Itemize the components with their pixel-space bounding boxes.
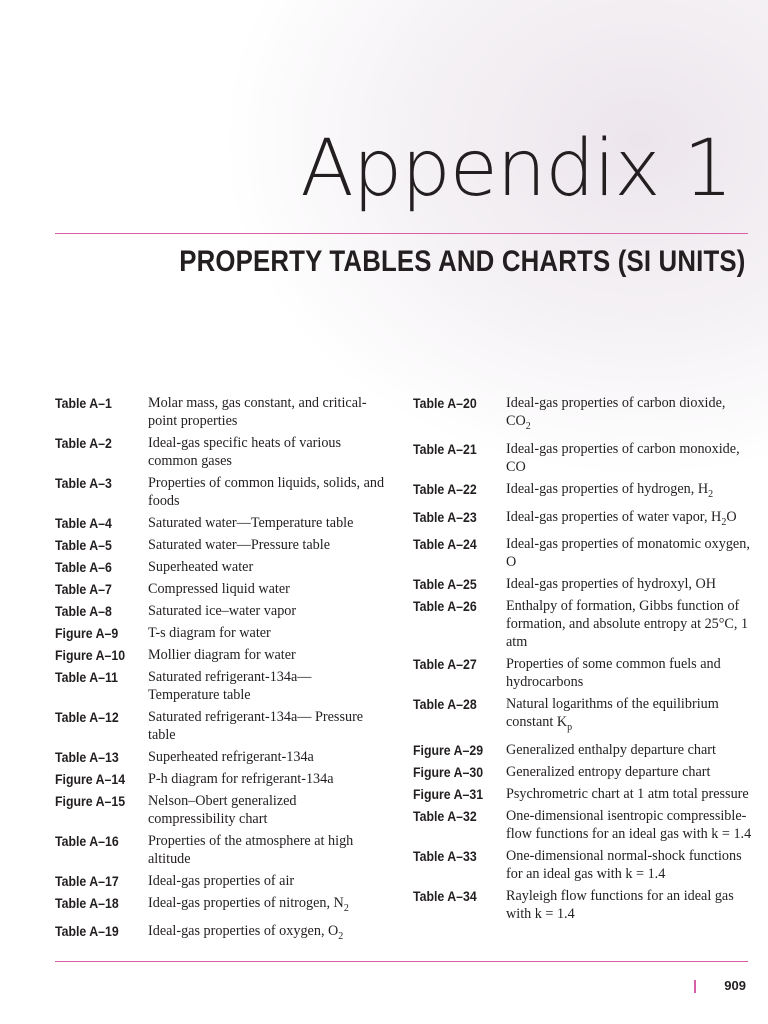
page-marker — [694, 980, 696, 993]
entry-description: Saturated water—Pressure table — [148, 537, 331, 553]
contents-entry — [55, 708, 385, 744]
entry-description: Ideal-gas properties of water vapor, $H_2O$ — [506, 508, 737, 528]
contents-entry — [55, 558, 385, 576]
entry-label: Table A–19 — [55, 922, 119, 939]
appendix-title: Appendix 1 — [300, 124, 732, 214]
entry-label: Table A–1 — [55, 395, 112, 411]
contents-entry — [55, 832, 385, 868]
entry-description: P-h diagram for refrigerant-134a — [148, 771, 334, 787]
entry-description: Ideal-gas properties of monatomic oxygen, O — [506, 536, 750, 571]
entry-description: Saturated refrigerant-134a— Temperature table — [148, 669, 312, 703]
entry-description: Natural logarithms of the equilibrium constant $K_p$ — [506, 696, 719, 734]
entry-label: Figure A–30 — [413, 764, 484, 781]
entry-label: Table A–12 — [55, 709, 119, 725]
entry-description: Superheated water — [148, 559, 254, 575]
contents-entry — [55, 536, 385, 554]
entry-description: Ideal-gas properties of nitrogen, $N_2$ — [148, 895, 349, 914]
entry-label: Table A–28 — [413, 696, 477, 713]
contents-entry — [55, 894, 385, 918]
entry-subscript: 2 — [708, 488, 714, 500]
entry-label: Table A–13 — [55, 749, 119, 765]
entry-description: Saturated ice–water vapor — [148, 603, 297, 619]
contents-entry — [413, 655, 753, 691]
left-contents-column — [55, 394, 385, 950]
entry-label: Table A–11 — [55, 669, 119, 685]
top-rule — [55, 233, 748, 234]
contents-entry — [413, 480, 753, 504]
entry-subscript: 2 — [343, 902, 349, 914]
entry-label: Figure A–10 — [55, 647, 126, 663]
entry-label: Table A–6 — [55, 559, 112, 575]
contents-entry — [55, 474, 385, 510]
entry-description: Enthalpy of formation, Gibbs function of formation, and absolute entropy at 25°C, 1 atm — [506, 598, 749, 651]
entry-label: Table A–33 — [413, 848, 477, 865]
entry-label: Figure A–9 — [55, 625, 119, 641]
entry-label: Table A–25 — [413, 576, 477, 593]
entry-description: Rayleigh flow functions for an ideal gas with k = 1.4 — [506, 888, 734, 923]
contents-entry — [55, 580, 385, 598]
entry-label: Table A–34 — [413, 888, 477, 905]
entry-label: Figure A–14 — [55, 771, 126, 787]
contents-entry — [413, 508, 753, 532]
entry-description: Ideal-gas properties of hydrogen, $H_2$ — [506, 480, 714, 500]
entry-label: Table A–16 — [55, 833, 119, 849]
entry-label: Table A–4 — [55, 515, 112, 531]
page-subtitle: PROPERTY TABLES AND CHARTS (SI UNITS) — [179, 245, 746, 278]
contents-entry — [413, 847, 753, 883]
contents-entry — [55, 624, 385, 642]
contents-entry — [55, 792, 385, 828]
entry-label: Table A–7 — [55, 581, 112, 597]
entry-description: Ideal-gas properties of hydroxyl, OH — [506, 576, 716, 593]
contents-entry — [413, 763, 753, 781]
contents-entry — [413, 535, 753, 571]
entry-label: Table A–23 — [413, 508, 477, 525]
contents-entry — [413, 394, 753, 436]
entry-label: Table A–21 — [413, 440, 477, 457]
entry-subscript: 2 — [721, 516, 727, 528]
entry-label: Table A–24 — [413, 536, 477, 553]
entry-subscript: 2 — [338, 930, 344, 942]
entry-description: Generalized enthalpy departure chart — [506, 742, 716, 759]
entry-subscript: 2 — [525, 420, 531, 432]
right-contents-column — [413, 394, 753, 927]
entry-description: Ideal-gas specific heats of various common gases — [148, 435, 342, 469]
contents-entry — [413, 440, 753, 476]
entry-description: Saturated water—Temperature table — [148, 515, 354, 531]
contents-entry — [55, 514, 385, 532]
entry-label: Figure A–15 — [55, 793, 126, 809]
contents-entry — [55, 434, 385, 470]
entry-description: Generalized entropy departure chart — [506, 764, 711, 781]
entry-description: Properties of common liquids, solids, and foods — [148, 475, 385, 509]
entry-description: Properties of some common fuels and hydrocarbons — [506, 656, 721, 691]
entry-description: Mollier diagram for water — [148, 647, 296, 663]
entry-description: Ideal-gas properties of carbon monoxide, CO — [506, 440, 740, 475]
contents-entry — [55, 394, 385, 430]
entry-description: Ideal-gas properties of carbon dioxide, $CO_2$ — [506, 395, 726, 432]
entry-description: One-dimensional normal-shock functions for an ideal gas with k = 1.4 — [506, 848, 742, 883]
contents-entry — [55, 922, 385, 946]
contents-entry — [413, 741, 753, 759]
entry-label: Figure A–31 — [413, 786, 484, 803]
contents-entry — [413, 695, 753, 737]
entry-label: Table A–3 — [55, 475, 112, 491]
entry-description: Saturated refrigerant-134a— Pressure table — [148, 709, 364, 743]
entry-label: Table A–32 — [413, 808, 477, 825]
contents-entry — [55, 748, 385, 766]
entry-description: Ideal-gas properties of air — [148, 873, 295, 889]
entry-label: Figure A–29 — [413, 742, 484, 759]
bottom-rule — [55, 961, 748, 962]
contents-entry — [55, 602, 385, 620]
contents-entry — [55, 770, 385, 788]
entry-label: Table A–5 — [55, 537, 112, 553]
entry-description: Compressed liquid water — [148, 581, 290, 597]
entry-label: Table A–22 — [413, 480, 477, 497]
entry-label: Table A–17 — [55, 873, 119, 889]
contents-entry — [55, 646, 385, 664]
entry-description: Superheated refrigerant-134a — [148, 749, 314, 765]
entry-label: Table A–27 — [413, 656, 477, 673]
entry-label: Table A–26 — [413, 598, 477, 615]
entry-label: Table A–20 — [413, 395, 477, 411]
entry-label: Table A–2 — [55, 435, 112, 451]
entry-subscript: p — [567, 722, 573, 734]
contents-entry — [413, 785, 753, 803]
entry-description: Molar mass, gas constant, and critical-point properties — [148, 395, 367, 429]
entry-description: One-dimensional isentropic compressible-flow functions for an ideal gas with k = 1.4 — [506, 808, 752, 843]
entry-description: Psychrometric chart at 1 atm total pressure — [506, 786, 749, 803]
entry-label: Table A–18 — [55, 895, 119, 911]
contents-entry — [55, 872, 385, 890]
entry-description: T-s diagram for water — [148, 625, 271, 641]
entry-label: Table A–8 — [55, 603, 112, 619]
contents-entry — [413, 597, 753, 651]
entry-description: Nelson–Obert generalized compressibility chart — [148, 793, 297, 827]
contents-entry — [413, 887, 753, 923]
page-number: 909 — [724, 978, 746, 993]
contents-entry — [55, 668, 385, 704]
entry-description: Ideal-gas properties of oxygen, $O_2$ — [148, 922, 344, 942]
contents-entry — [413, 807, 753, 843]
contents-entry — [413, 575, 753, 593]
entry-description: Properties of the atmosphere at high altitude — [148, 833, 354, 867]
